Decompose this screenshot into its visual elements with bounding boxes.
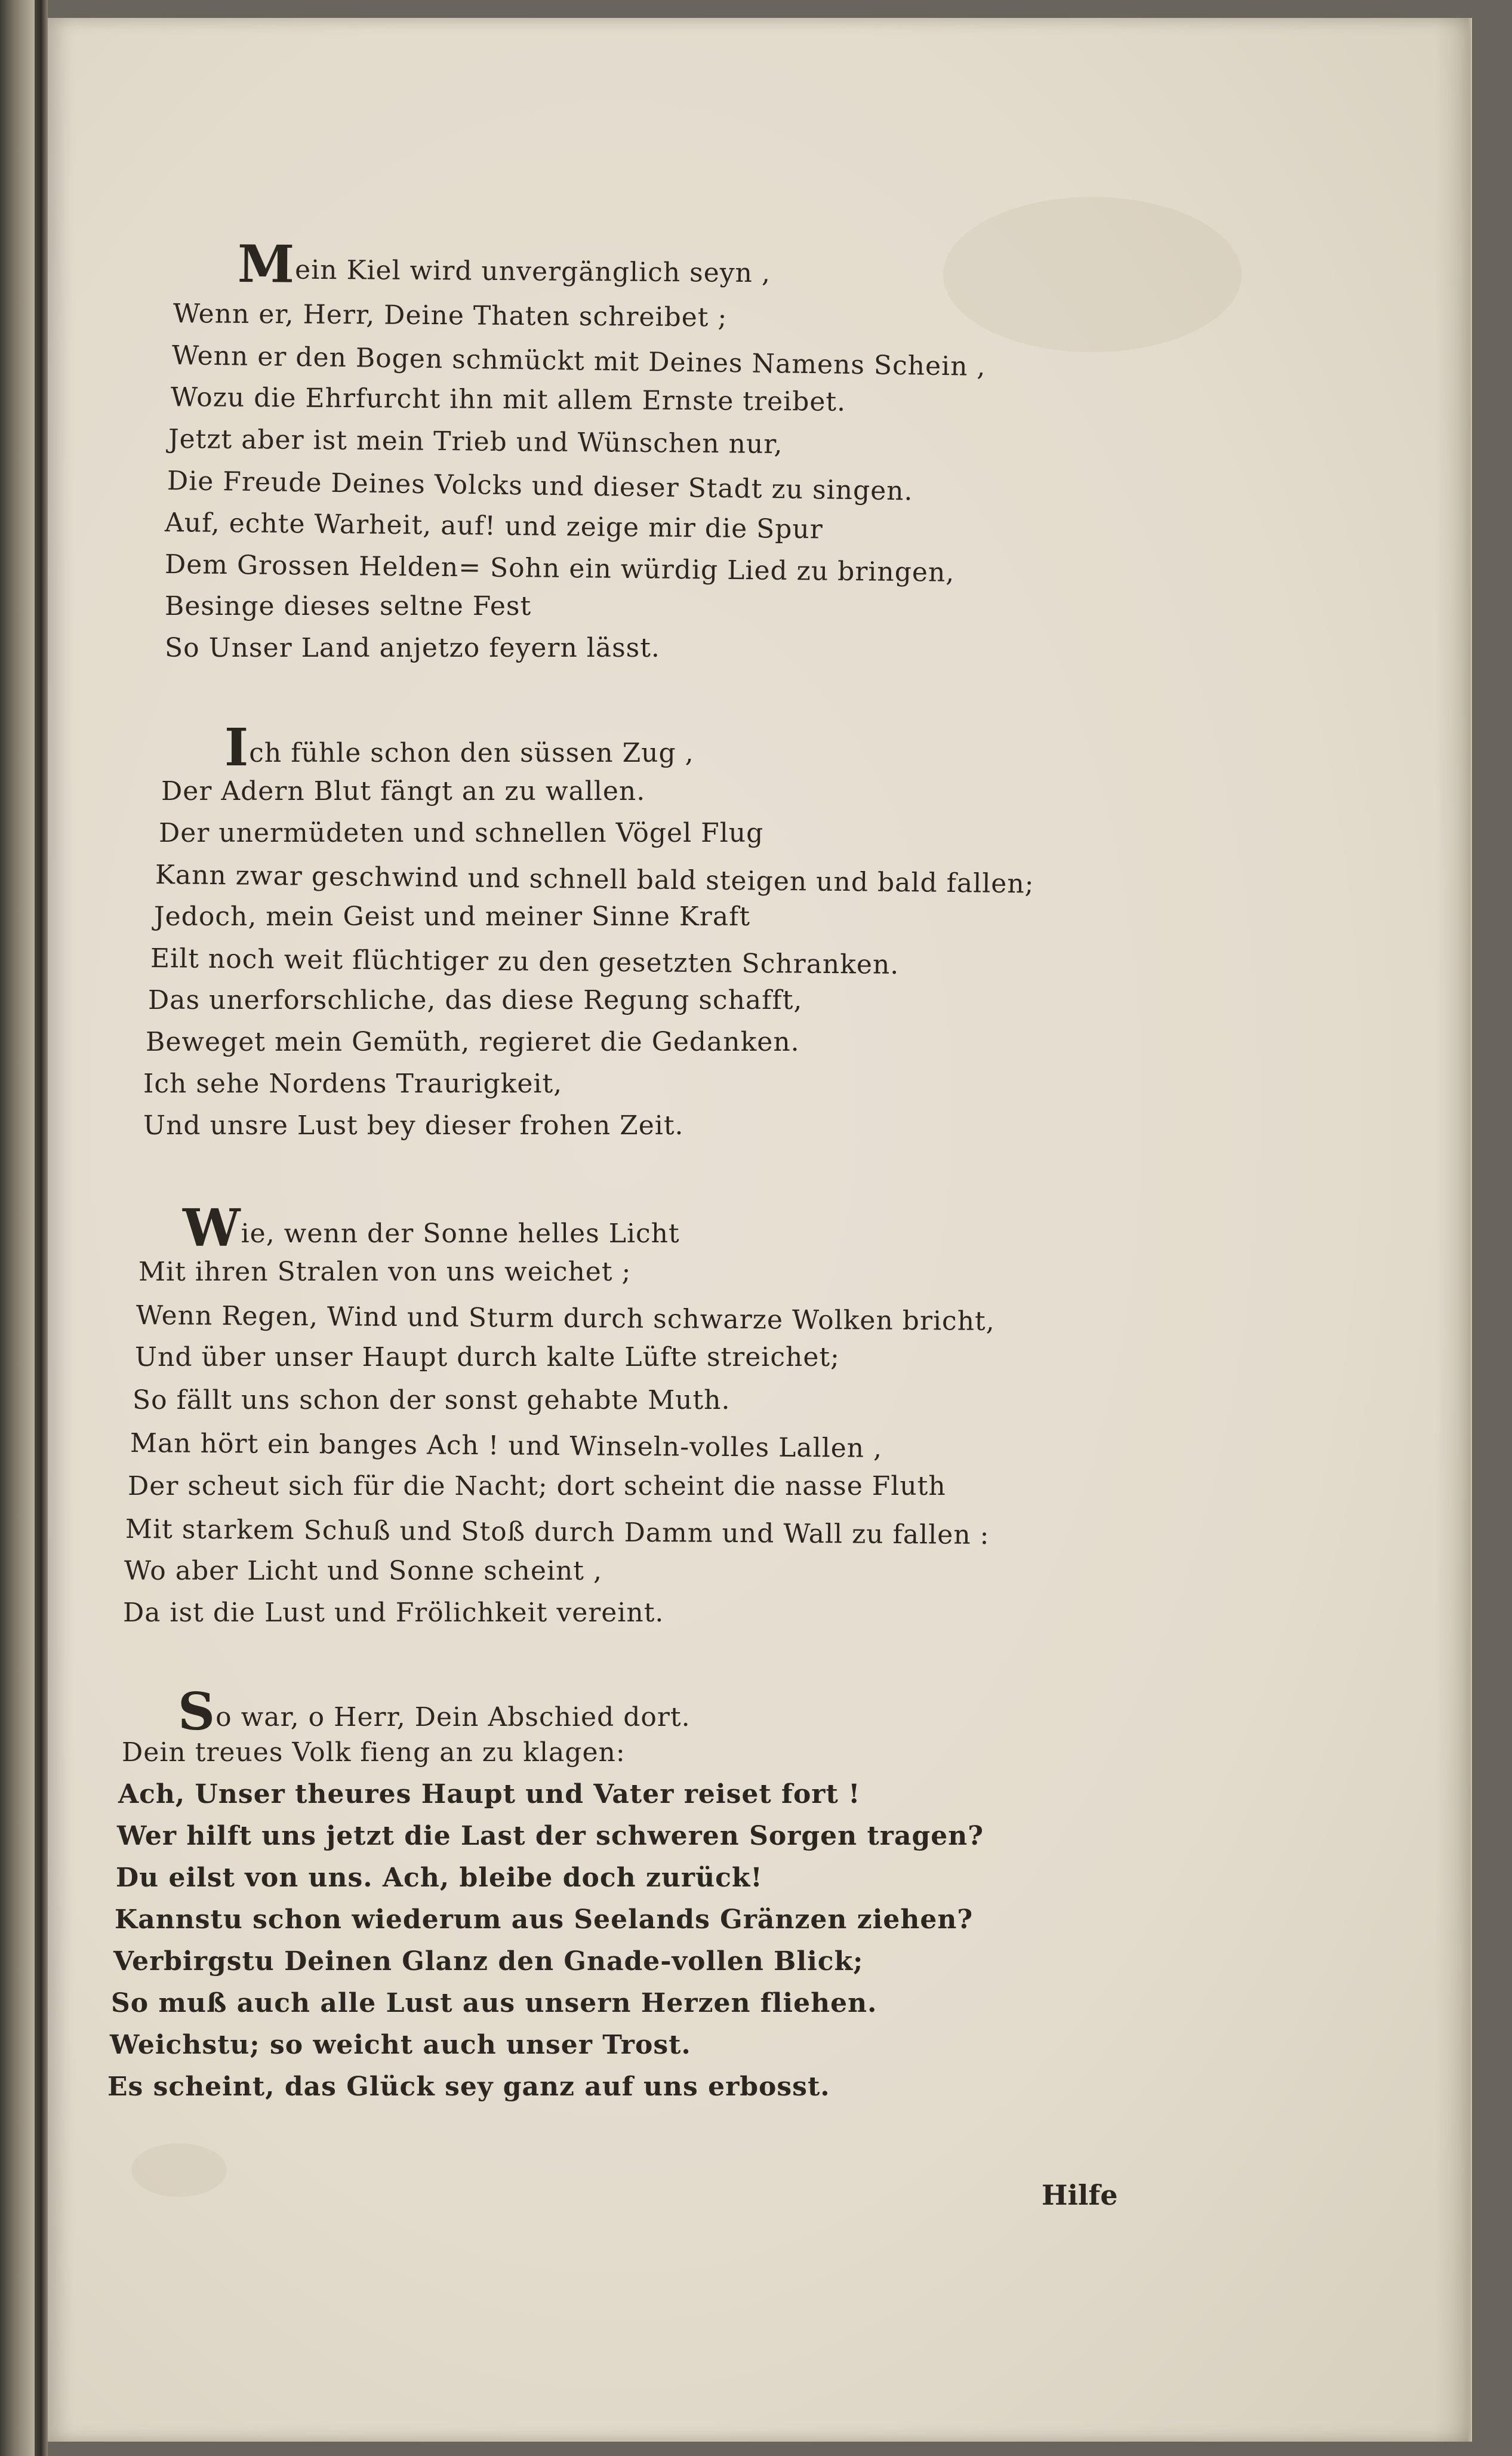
verse-line: Kann zwar geschwind und schnell bald steigen und bald fallen; — [155, 860, 1034, 900]
verse-line: Man hört ein banges Ach ! und Winseln-volles Lallen , — [130, 1428, 883, 1464]
verse-line: Jedoch, mein Geist und meiner Sinne Kraft — [154, 901, 751, 932]
verse-line: Mit starkem Schuß und Stoß durch Damm und Wall zu fallen : — [125, 1514, 990, 1551]
verse-line: Wenn er, Herr, Deine Thaten schreibet ; — [173, 298, 728, 333]
verse-line: Besinge dieses seltne Fest — [165, 591, 532, 621]
initial-letter: M — [237, 234, 295, 295]
book-spine — [35, 0, 48, 2456]
verse-line: Jetzt aber ist mein Trieb und Wünschen nur, — [168, 424, 783, 460]
catchword: Hilfe — [1042, 2179, 1118, 2211]
verse-line: So Unser Land anjetzo feyern lässt. — [165, 633, 660, 663]
verse-line: Ich sehe Nordens Traurigkeit, — [143, 1069, 563, 1099]
verse-line: Der scheut sich für die Nacht; dort scheint die nasse Fluth — [128, 1471, 946, 1501]
verse-line: Du eilst von uns. Ach, bleibe doch zurück! — [116, 1863, 763, 1893]
verse-line: Auf, echte Warheit, auf! und zeige mir die Spur — [164, 507, 824, 545]
facing-page-edge — [0, 0, 35, 2456]
verse-line: Wie, wenn der Sonne helles Licht — [183, 1198, 680, 1258]
verse-line: Der unermüdeten und schnellen Vögel Flug — [159, 818, 764, 848]
verse-line: Kannstu schon wiederum aus Seelands Gränzen ziehen? — [115, 1904, 974, 1935]
verse-line: Wenn Regen, Wind und Sturm durch schwarze Wolken bricht, — [136, 1300, 995, 1337]
verse-line: Ich fühle schon den süssen Zug , — [224, 718, 694, 778]
verse-line: Wo aber Licht und Sonne scheint , — [124, 1556, 602, 1586]
verse-line: So fällt uns schon der sonst gehabte Muth. — [133, 1385, 731, 1415]
verse-line: Wenn er den Bogen schmückt mit Deines Namens Schein , — [171, 340, 986, 383]
verse-line: Mit ihren Stralen von uns weichet ; — [138, 1257, 632, 1287]
initial-letter: S — [178, 1682, 216, 1742]
page — [48, 18, 1472, 2442]
verse-line: Dein treues Volk fieng an zu klagen: — [122, 1737, 626, 1768]
verse-line: Beweget mein Gemüth, regieret die Gedanken. — [146, 1027, 800, 1057]
verse-line: So muß auch alle Lust aus unsern Herzen fliehen. — [111, 1988, 877, 2018]
verse-line: Wozu die Ehrfurcht ihn mit allem Ernste treibet. — [170, 382, 846, 417]
verse-line: Mein Kiel wird unvergänglich seyn , — [237, 234, 771, 295]
verse-line: Die Freude Deines Volcks und dieser Stadt zu singen. — [167, 466, 913, 507]
verse-line: Und über unser Haupt durch kalte Lüfte streichet; — [135, 1342, 840, 1372]
verse-line: Das unerforschliche, das diese Regung schafft, — [148, 985, 803, 1015]
verse-line: Dem Grossen Helden= Sohn ein würdig Lied zu bringen, — [164, 549, 955, 588]
initial-letter: W — [183, 1198, 241, 1258]
verse-line: Eilt noch weit flüchtiger zu den gesetzten Schranken. — [150, 943, 900, 980]
initial-letter: I — [224, 718, 250, 778]
verse-line: Ach, Unser theures Haupt und Vater reiset fort ! — [118, 1779, 861, 1809]
verse-line: Weichstu; so weicht auch unser Trost. — [110, 2030, 691, 2060]
verse-line: Und unsre Lust bey dieser frohen Zeit. — [143, 1110, 684, 1141]
verse-line: Der Adern Blut fängt an zu wallen. — [161, 776, 646, 807]
verse-line: Es scheint, das Glück sey ganz auf uns erbosst. — [107, 2072, 830, 2102]
verse-line: So war, o Herr, Dein Abschied dort. — [178, 1682, 691, 1742]
verse-line: Verbirgstu Deinen Glanz den Gnade-vollen Blick; — [113, 1946, 864, 1977]
verse-line: Wer hilft uns jetzt die Last der schweren Sorgen tragen? — [117, 1821, 984, 1851]
verse-line: Da ist die Lust und Frölichkeit vereint. — [123, 1598, 664, 1628]
